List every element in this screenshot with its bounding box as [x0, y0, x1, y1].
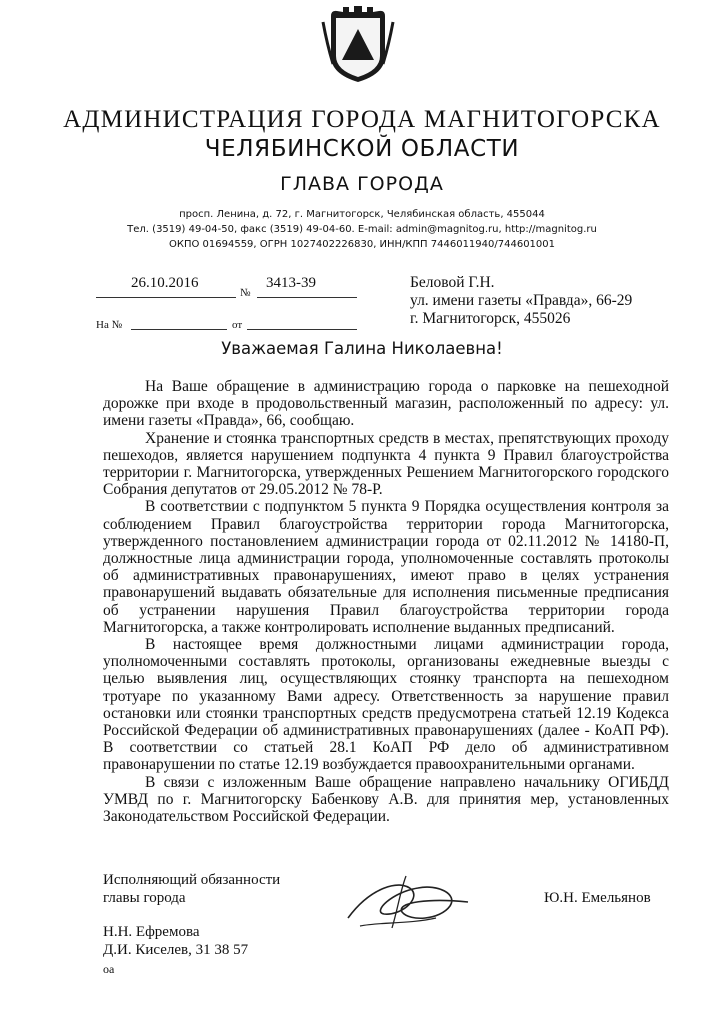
reference-label: На № [96, 319, 123, 331]
document-number: 3413-39 [266, 275, 316, 291]
requisites-address: просп. Ленина, д. 72, г. Магнитогорск, Челябинская область, 455044 [179, 209, 545, 220]
salutation: Уважаемая Галина Николаевна! [221, 339, 503, 358]
body-paragraph: В настоящее время должностными лицами администрации города, уполномоченными составлять протоколы, организованы ежедневные выезды с целью выявления лиц, осуществляющих стоянку транспорта на пешеходном тротуаре по указанному Вами адресу. Ответственность за нарушение правил остановки или стоянки транспортных средств предусмотрена статьей 12.19 Кодекса Российской Федерации об административных правонарушениях (далее - КоАП РФ). В соответствии со статьей 28.1 КоАП РФ дело об административном правонарушении по статье 12.19 возбуждается правоохранительными органами. [103, 636, 669, 774]
document-title: ГЛАВА ГОРОДА [280, 173, 444, 195]
recipient-city: г. Магнитогорск, 455026 [410, 310, 571, 327]
body-paragraph: В связи с изложенным Ваше обращение направлено начальнику ОГИБДД УМВД по г. Магнитогорску Бабенкову А.В. для принятия мер, установленных Законодательством Российской Федерации. [103, 773, 669, 826]
number-label: № [240, 287, 251, 299]
organization-region: ЧЕЛЯБИНСКОЙ ОБЛАСТИ [204, 136, 520, 162]
number-line [257, 297, 357, 298]
requisites-contacts: Тел. (3519) 49-04-50, факс (3519) 49-04-60. E-mail: admin@magnitog.ru, http://magnitog.ru [127, 224, 597, 235]
document-date: 26.10.2016 [131, 275, 199, 291]
requisites-codes: ОКПО 01694559, ОГРН 1027402226830, ИНН/КПП 7446011940/744601001 [168, 239, 556, 250]
recipient-street: ул. имени газеты «Правда», 66-29 [410, 292, 633, 309]
organization-name: АДМИНИСТРАЦИЯ ГОРОДА МАГНИТОГОРСКА [63, 106, 661, 133]
reference-line [131, 329, 227, 330]
reference-from-label: от [232, 319, 243, 331]
letter-body [103, 378, 669, 825]
executor-name: Н.Н. Ефремова [103, 924, 200, 940]
body-paragraph: На Ваше обращение в администрацию города о парковке на пешеходной дорожке при входе в продовольственный магазин, расположенный по адресу: ул. имени газеты «Правда», 66, сообщаю. [103, 378, 669, 430]
signer-position-2: главы города [103, 890, 186, 906]
date-line [96, 297, 236, 298]
document-code: оа [103, 962, 115, 976]
body-paragraph: В соответствии с подпунктом 5 пункта 9 Порядка осуществления контроля за соблюдением Правил благоустройства территории города Магнитогорска, утвержденного постановлением администрации города от 02.11.2012 № 14180-П, должностные лица администрации города, уполномоченные составлять протоколы об административных правонарушениях, имеют право в целях устранения правонарушений выдавать обязательные для исполнения письменные предписания об устранении нарушения Правил благоустройства территории города Магнитогорска, а также контролировать исполнение выданных предписаний. [103, 498, 669, 636]
signer-name: Ю.Н. Емельянов [544, 890, 651, 906]
reference-from-line [247, 329, 357, 330]
recipient-name: Беловой Г.Н. [410, 274, 495, 291]
city-emblem [321, 4, 395, 84]
signer-position: Исполняющий обязанности [103, 872, 281, 888]
handwritten-signature [340, 868, 480, 938]
executor-contact: Д.И. Киселев, 31 38 57 [103, 942, 249, 958]
body-paragraph: Хранение и стоянка транспортных средств в местах, препятствующих проходу пешеходов, является нарушением подпункта 4 пункта 9 Правил благоустройства территории г. Магнитогорска, утвержденных Решением Магнитогорского городского Собрания депутатов от 29.05.2012 № 78-Р. [103, 429, 669, 499]
